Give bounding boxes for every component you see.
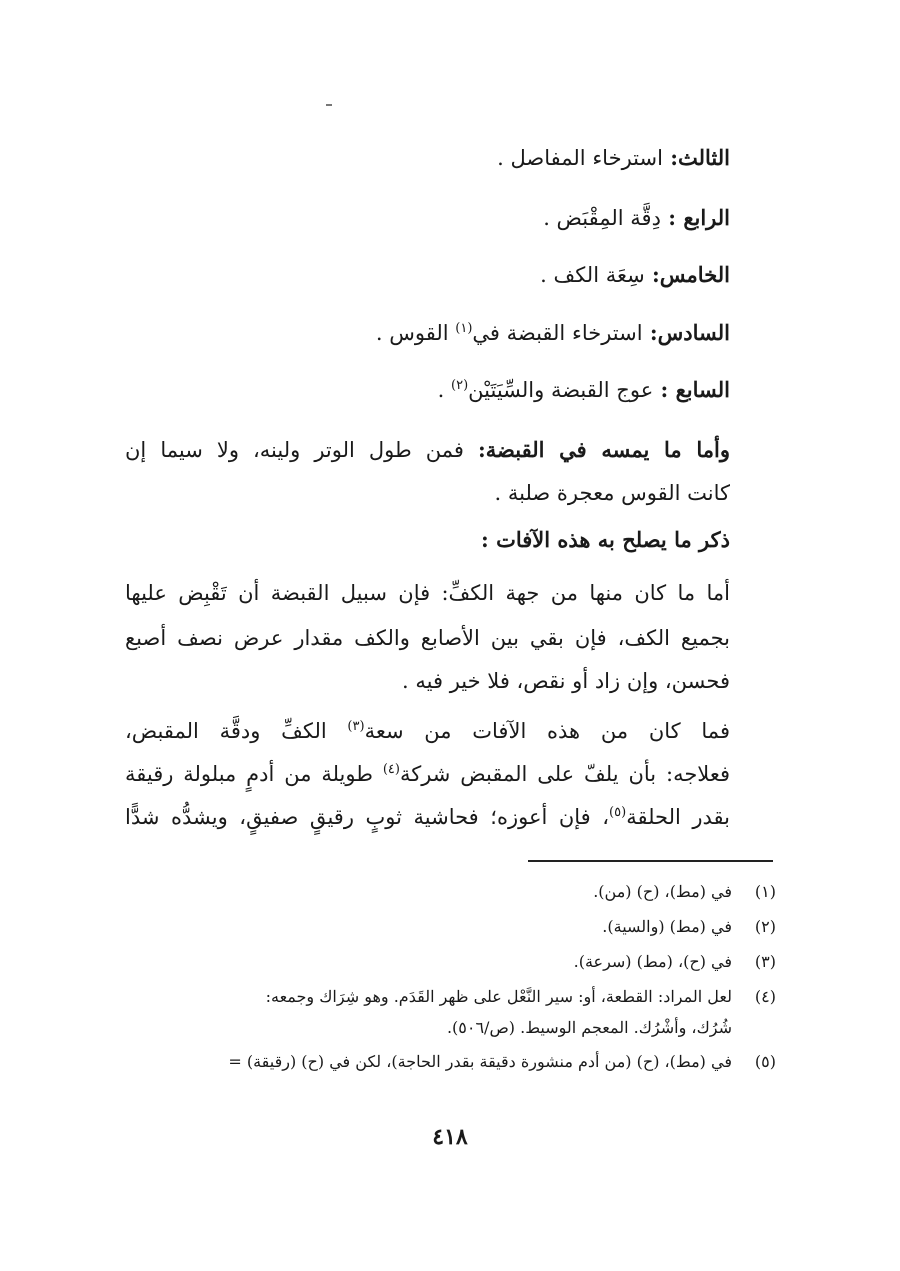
list-item: السادس: استرخاء القبضة في$^{(١)}$ القوس .: [375, 320, 730, 345]
paragraph-line: فحسن، وإن زاد أو نقص، فلا خير فيه .: [402, 669, 730, 693]
list-text: سِعَة الكف .: [540, 263, 645, 287]
list-item: الرابع : دِقَّة المِقْبَض .: [543, 205, 730, 230]
list-item: السابع : عوج القبضة والسِّيَتَيْن$^{(٢)}$ .: [437, 377, 730, 402]
footnote-ref: (٤): [382, 762, 400, 777]
footnote-number: (١): [754, 882, 776, 901]
footnote-number: (٥): [754, 1052, 776, 1071]
paragraph-line: كانت القوس معجرة صلبة .: [494, 481, 730, 505]
paragraph-line: وأما ما يمسه في القبضة: فمن طول الوتر ولينه، ولا سيما إن: [125, 437, 730, 462]
footnote-number: (٢): [754, 917, 776, 936]
paragraph-lead: وأما ما يمسه في القبضة:: [478, 437, 730, 462]
paragraph-line: أما ما كان منها من جهة الكفِّ: فإن سبيل القبضة أن تَقْبِض عليها: [125, 581, 730, 605]
ink-dot: [326, 104, 332, 106]
footnote: [125, 985, 776, 1009]
list-text: استرخاء المفاصل .: [497, 146, 663, 170]
paragraph-line: فما كان من هذه الآفات من سعة$^{(٣)}$ الكفِّ ودقَّة المقبض،: [125, 719, 730, 743]
list-label: السابع: [675, 377, 730, 402]
footnote-text: في (مط) (والسية).: [602, 917, 732, 936]
footnote: [125, 880, 776, 904]
footnote-ref: (٣): [347, 719, 365, 734]
list-item: الخامس: سِعَة الكف .: [540, 262, 730, 287]
page-number: ٤١٨: [432, 1124, 468, 1150]
paragraph-line: بقدر الحلقة$^{(٥)}$، فإن أعوزه؛ فحاشية ثوبٍ رقيقٍ صفيقٍ، ويشدُّه شدًّا: [125, 805, 730, 829]
footnote: [125, 1050, 776, 1074]
list-item: الثالث: استرخاء المفاصل .: [497, 145, 730, 170]
footnote-ref: (٥): [609, 805, 627, 820]
list-label: الثالث: [678, 145, 730, 170]
footnote-continuation: شُرُك، وأشْرُك. المعجم الوسيط. (ص/٥٠٦).: [446, 1018, 732, 1037]
list-text: عوج القبضة والسِّيَتَيْن: [468, 378, 654, 402]
list-text: القوس .: [375, 321, 456, 345]
section-heading: ذكر ما يصلح به هذه الآفات :: [481, 527, 730, 552]
list-label: الرابع: [683, 205, 730, 230]
list-text: .: [437, 378, 452, 402]
list-text: استرخاء القبضة في: [472, 321, 643, 345]
footnote-text: في (مط)، (ح) (من أدم منشورة دقيقة بقدر الحاجة)، لكن في (ح) (رقيقة) =: [228, 1052, 732, 1071]
footnote: [125, 915, 776, 939]
footnote-ref: (٢): [451, 378, 469, 393]
footnote-text: في (مط)، (ح) (من).: [593, 882, 732, 901]
list-label: الخامس: [659, 262, 730, 287]
footnote-text: لعل المراد: القطعة، أو: سير النَّعْل على ظهر القَدَم. وهو شِرَاك وجمعه:: [265, 987, 732, 1006]
footnote-divider: [528, 860, 773, 862]
footnote-number: (٣): [754, 952, 776, 971]
paragraph-line: بجميع الكف، فإن بقي بين الأصابع والكف مقدار عرض نصف أصبع: [125, 626, 730, 650]
footnote-text: في (ح)، (مط) (سرعة).: [573, 952, 732, 971]
paragraph-line: فعلاجه: بأن يلفّ على المقبض شركة$^{(٤)}$ طويلة من أدمٍ مبلولة رقيقة: [125, 762, 731, 786]
footnote-number: (٤): [754, 987, 776, 1006]
footnote-ref: (١): [455, 321, 473, 336]
list-label: السادس: [657, 320, 730, 345]
list-text: دِقَّة المِقْبَض .: [543, 206, 661, 230]
footnote: [125, 950, 776, 974]
